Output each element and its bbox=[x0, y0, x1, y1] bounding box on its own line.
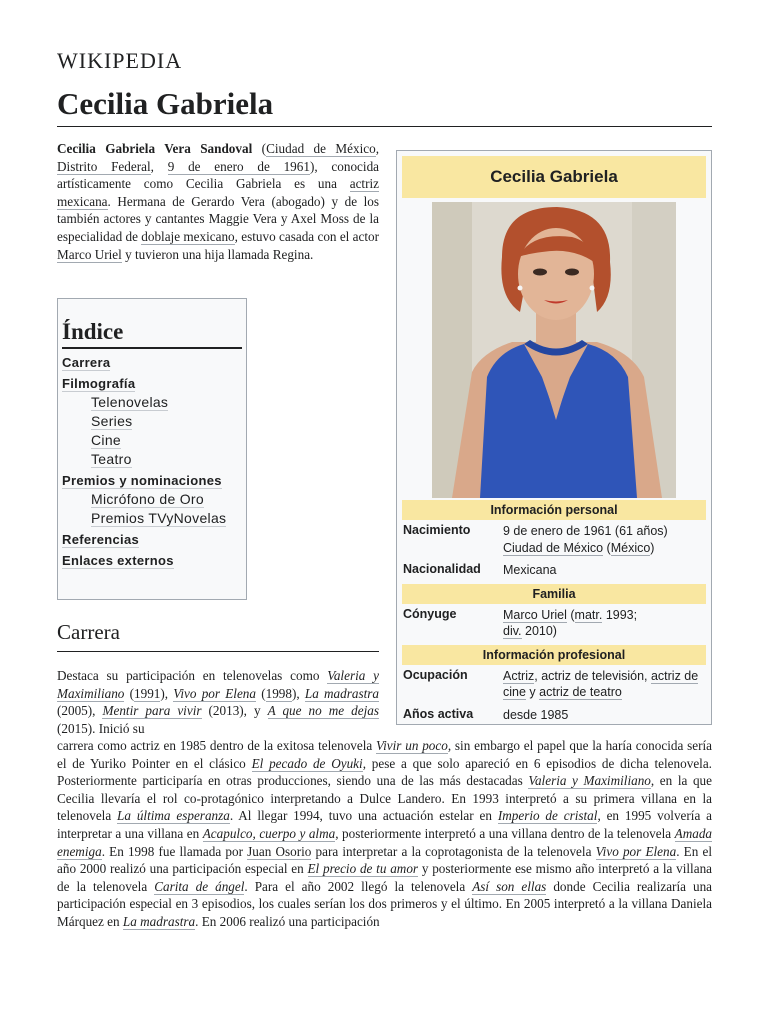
toc-label[interactable]: Series bbox=[91, 413, 133, 429]
lead-text: ( bbox=[252, 141, 267, 156]
link-text[interactable]: A que no me dejas bbox=[267, 703, 379, 719]
label-conyuge: Cónyuge bbox=[403, 606, 457, 621]
link-el-precio-de-tu-amor[interactable] bbox=[308, 861, 419, 877]
toc-item-premios-tvynovelas[interactable] bbox=[91, 510, 242, 526]
link-birth-city[interactable]: Ciudad de México bbox=[503, 540, 604, 555]
toc-item-premios[interactable] bbox=[62, 473, 242, 488]
infobox-title: Cecilia Gabriela bbox=[402, 156, 706, 198]
infobox-section-personal: Información personal bbox=[402, 500, 706, 520]
infobox-section-familia: Familia bbox=[402, 584, 706, 604]
abbr-div[interactable]: div. bbox=[503, 624, 522, 638]
link-text[interactable]: La última esperanza bbox=[117, 808, 230, 824]
value-ocupacion bbox=[503, 668, 706, 701]
value-text: ( bbox=[566, 607, 575, 622]
body-text: . En 1998 fue llamada por bbox=[101, 843, 248, 859]
wikipedia-wordmark[interactable]: WIKIPEDIA bbox=[57, 48, 183, 73]
carrera-paragraph-continued bbox=[57, 737, 712, 931]
infobox-row-ocupacion bbox=[402, 665, 706, 704]
value-text: ( bbox=[603, 540, 611, 555]
lead-text: , bbox=[375, 141, 379, 156]
link-la-ultima-esperanza[interactable] bbox=[117, 808, 230, 824]
toc-item-telenovelas[interactable] bbox=[91, 394, 242, 410]
birth-date-text: 9 de enero de 1961 (61 años) bbox=[503, 524, 668, 538]
body-text: ), bbox=[160, 685, 174, 701]
value-nacimiento bbox=[503, 523, 706, 556]
toc-label[interactable]: Teatro bbox=[91, 451, 132, 467]
label-ocupacion: Ocupación bbox=[403, 667, 468, 682]
value-text: ) bbox=[650, 540, 655, 555]
link-vivo-por-elena[interactable] bbox=[173, 686, 256, 702]
body-text: . Al llegar 1994, tuvo una actuación estelar en bbox=[229, 808, 498, 824]
toc-label[interactable]: Filmografía bbox=[62, 376, 136, 391]
link-text[interactable]: Acapulco, cuerpo y alma bbox=[202, 825, 336, 841]
link-valeria-y-maximiliano-2[interactable] bbox=[528, 773, 651, 789]
lead-name: Cecilia Gabriela Vera Sandoval bbox=[57, 141, 253, 156]
link-text[interactable]: Carita de ángel bbox=[154, 878, 245, 894]
body-text: (2015). Inició su bbox=[57, 720, 145, 736]
link-vivo-por-elena-2[interactable] bbox=[596, 844, 677, 860]
link-text[interactable]: Imperio de cristal bbox=[497, 808, 598, 824]
lead-text: y tuvieron una hija llamada Regina. bbox=[121, 246, 314, 262]
label-nacionalidad: Nacionalidad bbox=[403, 562, 481, 576]
link-birth-date[interactable]: 9 de enero de 1961 bbox=[167, 158, 310, 174]
link-text[interactable]: Valeria y Maximiliano bbox=[528, 773, 651, 789]
value-text: , actriz de televisión, bbox=[534, 668, 651, 683]
lead-text: , estuvo casada con el actor bbox=[234, 228, 380, 244]
link-mexicana[interactable]: mexicana bbox=[57, 193, 108, 209]
link-actriz[interactable]: actriz bbox=[349, 176, 379, 192]
infobox-row-nacimiento bbox=[402, 520, 706, 559]
body-text: y posteriormente ese mismo año interpretó a la villana de la telenovela bbox=[57, 861, 713, 894]
body-text: , en la que Cecilia llevaría el rol co-protagónico interpretando a Dulce Landero. En 1993 interpretó a su primera villana en la telenovela bbox=[57, 773, 713, 824]
infobox-section-profesional: Información profesional bbox=[402, 645, 706, 665]
toc-label[interactable]: Premios y nominaciones bbox=[62, 473, 222, 488]
toc-title: Índice bbox=[62, 319, 242, 349]
body-text: ), bbox=[291, 685, 305, 701]
link-text[interactable]: Amada enemiga bbox=[57, 825, 713, 859]
body-text: , en 1995 volvería a interpretar a una villana en bbox=[57, 808, 713, 841]
link-text[interactable]: El precio de tu amor bbox=[307, 861, 419, 877]
value-text: y bbox=[525, 685, 540, 699]
body-text: (2005), bbox=[57, 703, 103, 719]
body-text: ( bbox=[124, 685, 135, 701]
toc-item-referencias[interactable] bbox=[62, 532, 242, 547]
infobox-row-conyuge bbox=[402, 604, 706, 643]
section-heading-carrera: Carrera bbox=[57, 620, 379, 652]
body-text: , sin embargo el papel que la haría conocida sería el de Yuriko Pointer en el clásico bbox=[57, 738, 712, 771]
toc-item-carrera[interactable] bbox=[62, 355, 242, 370]
value-nacionalidad: Mexicana bbox=[503, 563, 557, 577]
body-text: ( bbox=[255, 685, 266, 701]
link-text[interactable]: El pecado de Oyuki bbox=[251, 755, 363, 771]
link-1998[interactable]: 1998 bbox=[265, 685, 292, 701]
toc-item-teatro[interactable] bbox=[91, 451, 242, 467]
value-anos-activa: desde 1985 bbox=[503, 707, 569, 722]
body-text: (2013), y bbox=[201, 703, 268, 719]
link-text[interactable]: Así son ellas bbox=[472, 878, 547, 894]
body-text: para interpretar a la coprotagonista de la telenovela bbox=[311, 843, 596, 859]
title-divider bbox=[57, 126, 712, 127]
label-nacimiento: Nacimiento bbox=[403, 523, 471, 537]
link-mentir-para-vivir[interactable] bbox=[102, 703, 201, 719]
toc-label[interactable]: Telenovelas bbox=[91, 394, 169, 410]
lead-text: ), conocida artísticamente como Cecilia Gabriela es una bbox=[57, 158, 380, 192]
body-text: . En 2006 realizó una participación bbox=[195, 913, 380, 929]
link-text[interactable]: Vivo por Elena bbox=[595, 843, 677, 859]
lead-paragraph bbox=[57, 140, 379, 263]
abbr-matr[interactable]: matr. bbox=[574, 607, 603, 622]
link-distrito-federal[interactable]: Distrito Federal bbox=[57, 158, 151, 174]
body-text: . En el año 2000 realizó una participación especial en bbox=[57, 843, 712, 877]
portrait-photo[interactable] bbox=[432, 202, 676, 498]
link-1991[interactable]: 1991 bbox=[134, 685, 161, 701]
body-text: donde Cecilia realizaría una participación especial en 3 episodios, los cuales serían los dos primeros y el último. En 2005 interpretó a la villana Daniela Márquez en bbox=[57, 878, 713, 929]
link-la-madrastra-2[interactable] bbox=[123, 914, 195, 930]
link-actriz-de-teatro[interactable]: actriz de teatro bbox=[539, 685, 622, 699]
value-conyuge bbox=[503, 607, 706, 640]
link-text[interactable]: La madrastra bbox=[304, 685, 379, 701]
infobox-row-anos-activa bbox=[402, 704, 706, 727]
link-text[interactable]: Vivo por Elena bbox=[173, 685, 256, 701]
link-spouse[interactable]: Marco Uriel bbox=[503, 607, 567, 622]
toc-label[interactable]: Referencias bbox=[62, 532, 140, 547]
link-imperio-de-cristal[interactable] bbox=[498, 808, 598, 824]
page-title: Cecilia Gabriela bbox=[57, 86, 274, 121]
toc-item-cine[interactable] bbox=[91, 432, 242, 448]
toc-item-enlaces-externos[interactable] bbox=[62, 553, 242, 568]
link-text[interactable]: Mentir para vivir bbox=[102, 703, 202, 719]
value-text: 2010) bbox=[521, 624, 557, 638]
link-actriz-de-cine[interactable]: actriz de cine bbox=[503, 668, 699, 699]
link-text[interactable]: Vivir un poco bbox=[376, 738, 448, 753]
toc-label[interactable]: Premios TVyNovelas bbox=[91, 510, 227, 526]
portrait-illustration bbox=[432, 202, 676, 498]
infobox bbox=[396, 150, 712, 725]
body-text: , pese a que solo apareció en 6 episodios de dicha telenovela. Posteriormente participaría en otras producciones, siendo una de las más destacadas bbox=[57, 755, 712, 789]
toc-item-series[interactable] bbox=[91, 413, 242, 429]
link-actriz-occupation[interactable]: Actriz bbox=[503, 668, 535, 683]
body-text: carrera como actriz en 1985 dentro de la exitosa telenovela bbox=[57, 738, 377, 753]
link-la-madrastra[interactable] bbox=[305, 686, 379, 702]
body-text: Destaca su participación en telenovelas como bbox=[57, 668, 328, 683]
table-of-contents bbox=[57, 298, 247, 600]
link-acapulco-cuerpo-y-alma[interactable] bbox=[203, 826, 336, 842]
body-text: , posteriormente interpretó a una villana dentro de la telenovela bbox=[335, 825, 675, 841]
link-text[interactable]: Valeria y Maximiliano bbox=[57, 668, 379, 701]
value-text: 1993; bbox=[602, 607, 638, 622]
link-marco-uriel[interactable]: Marco Uriel bbox=[57, 246, 122, 262]
link-juan-osorio[interactable]: Juan Osorio bbox=[247, 843, 312, 859]
body-text: . Para el año 2002 llegó la telenovela bbox=[244, 878, 473, 894]
toc-label[interactable]: Carrera bbox=[62, 355, 111, 370]
link-a-que-no-me-dejas[interactable] bbox=[268, 703, 379, 719]
toc-label[interactable]: Cine bbox=[91, 432, 121, 448]
link-text[interactable]: La madrastra bbox=[122, 913, 196, 929]
link-doblaje-mexicano[interactable]: doblaje mexicano bbox=[141, 228, 235, 244]
toc-label[interactable]: Enlaces externos bbox=[62, 553, 174, 568]
lead-text: , bbox=[150, 158, 168, 174]
lead-text: . Hermana de Gerardo Vera (abogado) y de los también actores y cantantes Maggie Vera y Axel Moss de la especialidad de bbox=[57, 193, 379, 244]
link-ciudad-de-mexico[interactable]: Ciudad de México bbox=[266, 141, 376, 156]
toc-label[interactable]: Micrófono de Oro bbox=[91, 491, 204, 507]
link-el-pecado-de-oyuki[interactable] bbox=[252, 756, 363, 772]
carrera-paragraph-start bbox=[57, 667, 379, 737]
toc-item-filmografia[interactable] bbox=[62, 376, 242, 391]
infobox-row-nacionalidad bbox=[402, 559, 706, 582]
link-asi-son-ellas[interactable] bbox=[472, 879, 546, 895]
link-carita-de-angel[interactable] bbox=[154, 879, 244, 895]
link-vivir-un-poco[interactable] bbox=[376, 738, 448, 754]
toc-item-microfono-de-oro[interactable] bbox=[91, 491, 242, 507]
label-anos-activa: Años activa bbox=[403, 706, 474, 721]
link-birth-country[interactable]: México bbox=[610, 540, 651, 555]
